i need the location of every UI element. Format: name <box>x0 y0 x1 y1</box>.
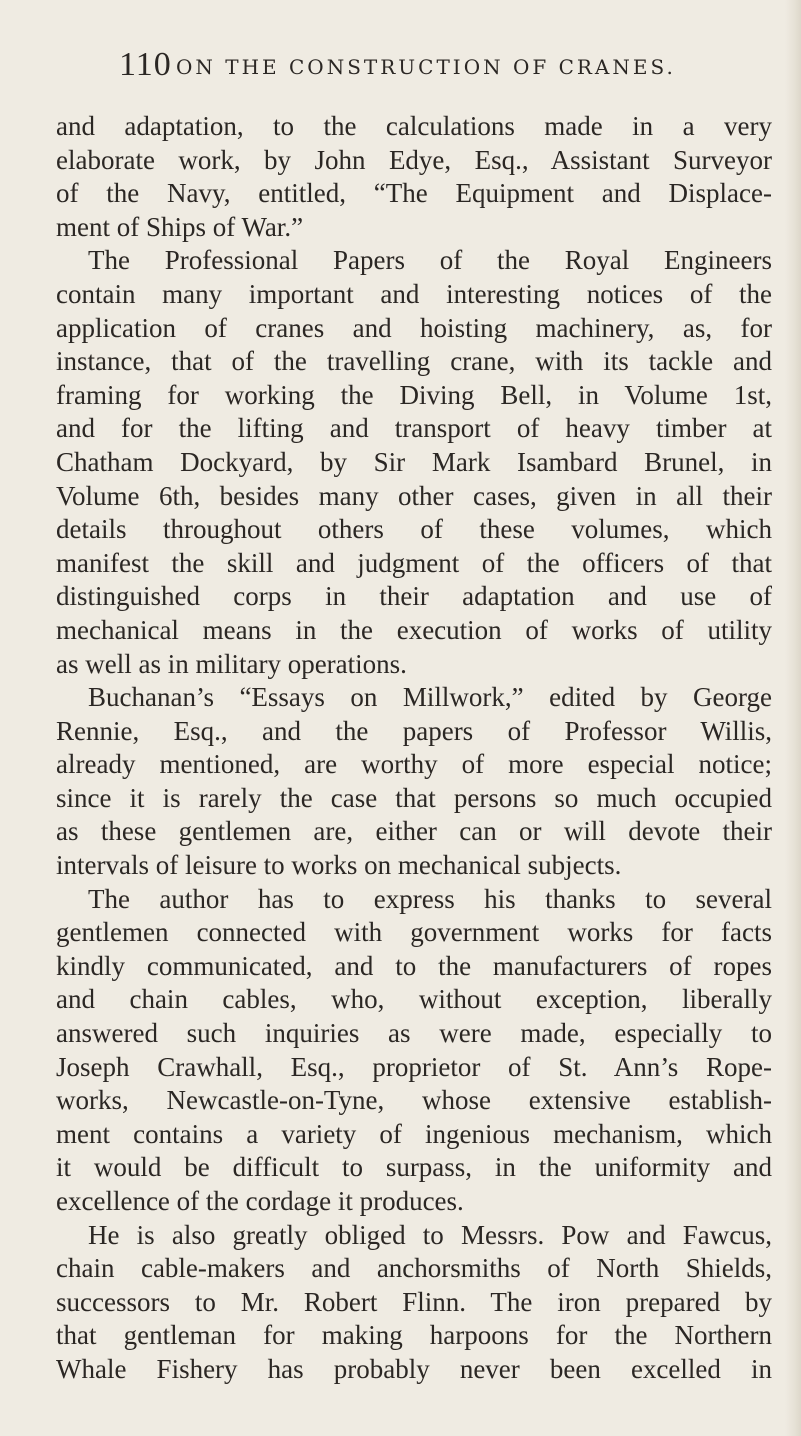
running-title: ON THE CONSTRUCTION OF CRANES. <box>176 55 676 79</box>
text-line: manifest the skill and judgment of the officers of that <box>56 547 772 578</box>
text-line: answered such inquiries as were made, especially to <box>56 1018 772 1049</box>
text-line: it would be difficult to surpass, in the uniformity and <box>56 1152 772 1183</box>
text-line: elaborate work, by John Edye, Esq., Assistant Surveyor <box>56 144 772 175</box>
text-line: framing for working the Diving Bell, in Volume 1st, <box>56 379 772 410</box>
text-line: Chatham Dockyard, by Sir Mark Isambard Brunel, in <box>56 446 772 477</box>
text-line: that gentleman for making harpoons for the Northern <box>56 1320 772 1351</box>
text-line: as these gentlemen are, either can or will devote their <box>56 816 772 847</box>
body-text <box>56 110 772 1387</box>
text-line: and chain cables, who, without exception, liberally <box>56 984 772 1015</box>
page-number: 110 <box>119 46 172 83</box>
text-line: ment of Ships of War.” <box>56 211 304 242</box>
text-line: as well as in military operations. <box>56 648 407 679</box>
text-line: successors to Mr. Robert Flinn. The iron prepared by <box>56 1286 772 1317</box>
text-line: The Professional Papers of the Royal Engineers <box>88 245 772 276</box>
text-line: and adaptation, to the calculations made in a very <box>56 111 772 141</box>
text-line: and for the lifting and transport of heavy timber at <box>56 413 772 444</box>
text-line: of the Navy, entitled, “The Equipment and Displace- <box>56 178 772 209</box>
text-line: He is also greatly obliged to Messrs. Pow and Fawcus, <box>88 1219 772 1250</box>
text-line: details throughout others of these volumes, which <box>56 514 772 545</box>
text-line: Volume 6th, besides many other cases, given in all their <box>56 480 772 511</box>
text-line: since it is rarely the case that persons so much occupied <box>56 782 772 813</box>
text-line: instance, that of the travelling crane, with its tackle and <box>56 346 772 377</box>
text-line: Buchanan’s “Essays on Millwork,” edited by George <box>88 682 772 713</box>
text-line: ment contains a variety of ingenious mechanism, which <box>56 1118 772 1149</box>
page-header <box>119 46 759 86</box>
text-line: already mentioned, are worthy of more especial notice; <box>56 749 772 780</box>
text-line: application of cranes and hoisting machinery, as, for <box>56 312 772 343</box>
text-line: chain cable-makers and anchorsmiths of North Shields, <box>56 1253 772 1284</box>
text-line: gentlemen connected with government works for facts <box>56 917 772 948</box>
text-line: Whale Fishery has probably never been excelled in <box>56 1353 772 1384</box>
text-line: Rennie, Esq., and the papers of Professor Willis, <box>56 715 772 746</box>
text-line: excellence of the cordage it produces. <box>56 1186 464 1216</box>
text-line: contain many important and interesting notices of the <box>56 278 772 309</box>
text-line: intervals of leisure to works on mechanical subjects. <box>56 850 622 881</box>
text-line: works, Newcastle-on-Tyne, whose extensive establish- <box>56 1085 772 1116</box>
text-line: Joseph Crawhall, Esq., proprietor of St. Ann’s Rope- <box>56 1051 772 1082</box>
text-line: kindly communicated, and to the manufacturers of ropes <box>56 950 772 981</box>
page-edge <box>785 0 801 1436</box>
text-line: mechanical means in the execution of works of utility <box>56 614 772 645</box>
text-line: The author has to express his thanks to several <box>88 883 772 914</box>
text-line: distinguished corps in their adaptation and use of <box>56 581 772 612</box>
